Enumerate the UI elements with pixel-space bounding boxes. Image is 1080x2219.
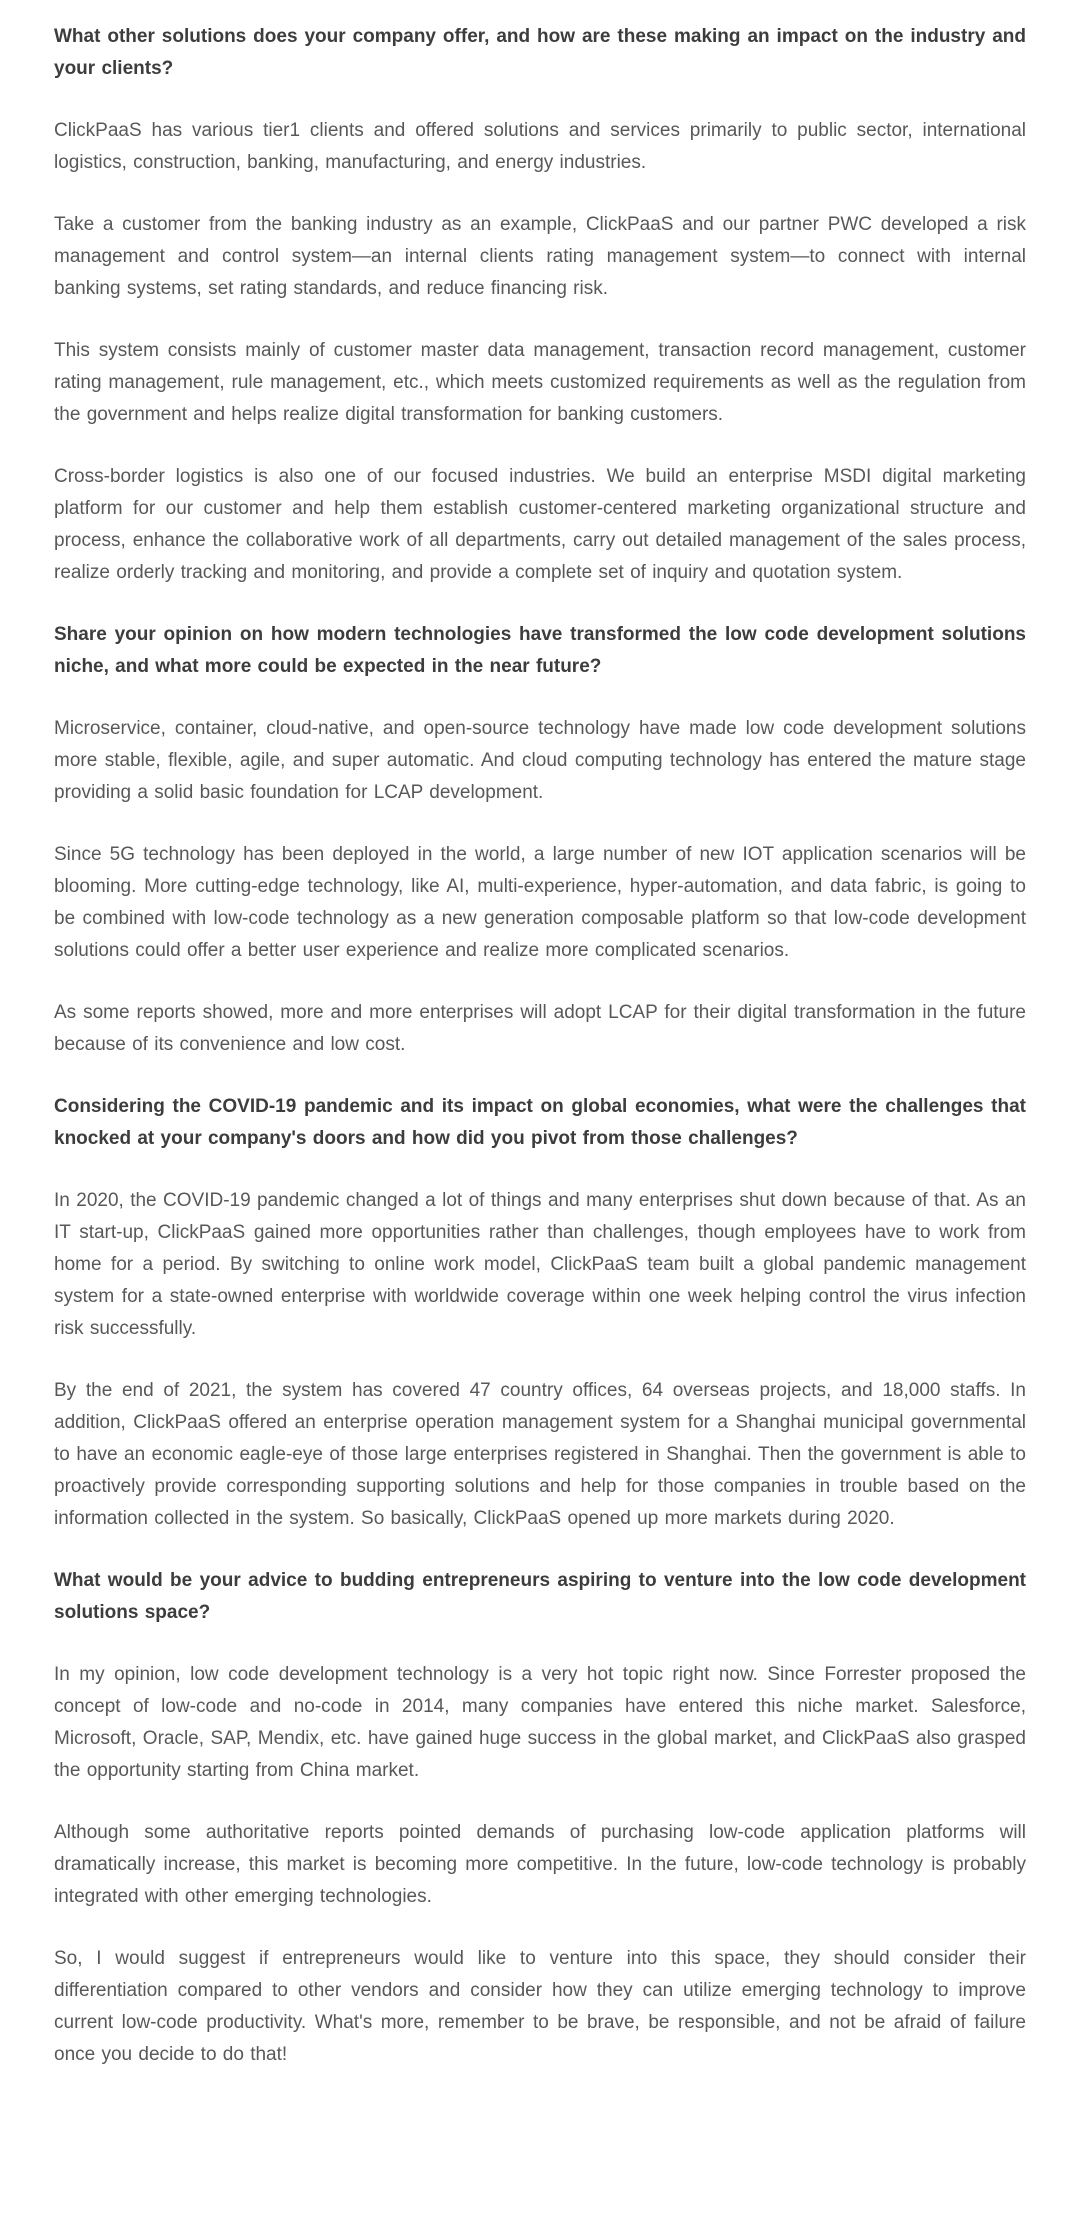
answer-paragraph: Although some authoritative reports pointed demands of purchasing low-code application platforms will dramatically increase, this market is becoming more competitive. In the future, low-code technology is probably integrated with other emerging technologies. <box>54 1822 1026 1907</box>
answer-paragraph: Since 5G technology has been deployed in the world, a large number of new IOT application scenarios will be blooming. More cutting-edge technology, like AI, multi-experience, hyper-automation, and data fabric, is going to be combined with low-code technology as a new generation composable platform so that low-code development solutions could offer a better user experience and realize more complicated scenarios. <box>54 844 1026 961</box>
answer-paragraph: ClickPaaS has various tier1 clients and offered solutions and services primarily to public sector, international logistics, construction, banking, manufacturing, and energy industries. <box>54 120 1026 173</box>
answer-paragraph: This system consists mainly of customer master data management, transaction record management, customer rating management, rule management, etc., which meets customized requirements as well as the regulation from the government and helps realize digital transformation for banking customers. <box>54 340 1026 425</box>
answer-paragraph: Cross-border logistics is also one of our focused industries. We build an enterprise MSDI digital marketing platform for our customer and help them establish customer-centered marketing organizational structure and process, enhance the collaborative work of all departments, carry out detailed management of the sales process, realize orderly tracking and monitoring, and provide a complete set of inquiry and quotation system. <box>54 466 1026 583</box>
answer-paragraph: As some reports showed, more and more enterprises will adopt LCAP for their digital transformation in the future because of its convenience and low cost. <box>54 1002 1026 1055</box>
article-body <box>54 21 1026 2071</box>
answer-paragraph: So, I would suggest if entrepreneurs would like to venture into this space, they should consider their differentiation compared to other vendors and consider how they can utilize emerging technology to improve current low-code productivity. What's more, remember to be brave, be responsible, and not be afraid of failure once you decide to do that! <box>54 1948 1026 2065</box>
answer-paragraph: Take a customer from the banking industry as an example, ClickPaaS and our partner PWC developed a risk management and control system—an internal clients rating management system—to connect with internal banking systems, set rating standards, and reduce financing risk. <box>54 214 1026 299</box>
answer-paragraph: By the end of 2021, the system has covered 47 country offices, 64 overseas projects, and 18,000 staffs. In addition, ClickPaaS offered an enterprise operation management system for a Shanghai municipal governmental to have an economic eagle-eye of those large enterprises registered in Shanghai. Then the government is able to proactively provide corresponding supporting solutions and help for those companies in trouble based on the information collected in the system. So basically, ClickPaaS opened up more markets during 2020. <box>54 1380 1026 1529</box>
answer-paragraph: Microservice, container, cloud-native, and open-source technology have made low code development solutions more stable, flexible, agile, and super automatic. And cloud computing technology has entered the mature stage providing a solid basic foundation for LCAP development. <box>54 718 1026 803</box>
question-paragraph: What would be your advice to budding entrepreneurs aspiring to venture into the low code development solutions space? <box>54 1570 1026 1623</box>
answer-paragraph: In my opinion, low code development technology is a very hot topic right now. Since Forrester proposed the concept of low-code and no-code in 2014, many companies have entered this niche market. Salesforce, Microsoft, Oracle, SAP, Mendix, etc. have gained huge success in the global market, and ClickPaaS also grasped the opportunity starting from China market. <box>54 1664 1026 1781</box>
question-paragraph: Considering the COVID-19 pandemic and its impact on global economies, what were the challenges that knocked at your company's doors and how did you pivot from those challenges? <box>54 1096 1026 1149</box>
question-paragraph: What other solutions does your company offer, and how are these making an impact on the industry and your clients? <box>54 26 1026 79</box>
question-paragraph: Share your opinion on how modern technologies have transformed the low code development solutions niche, and what more could be expected in the near future? <box>54 624 1026 677</box>
answer-paragraph: In 2020, the COVID-19 pandemic changed a lot of things and many enterprises shut down because of that. As an IT start-up, ClickPaaS gained more opportunities rather than challenges, though employees have to work from home for a period. By switching to online work model, ClickPaaS team built a global pandemic management system for a state-owned enterprise with worldwide coverage within one week helping control the virus infection risk successfully. <box>54 1190 1026 1339</box>
